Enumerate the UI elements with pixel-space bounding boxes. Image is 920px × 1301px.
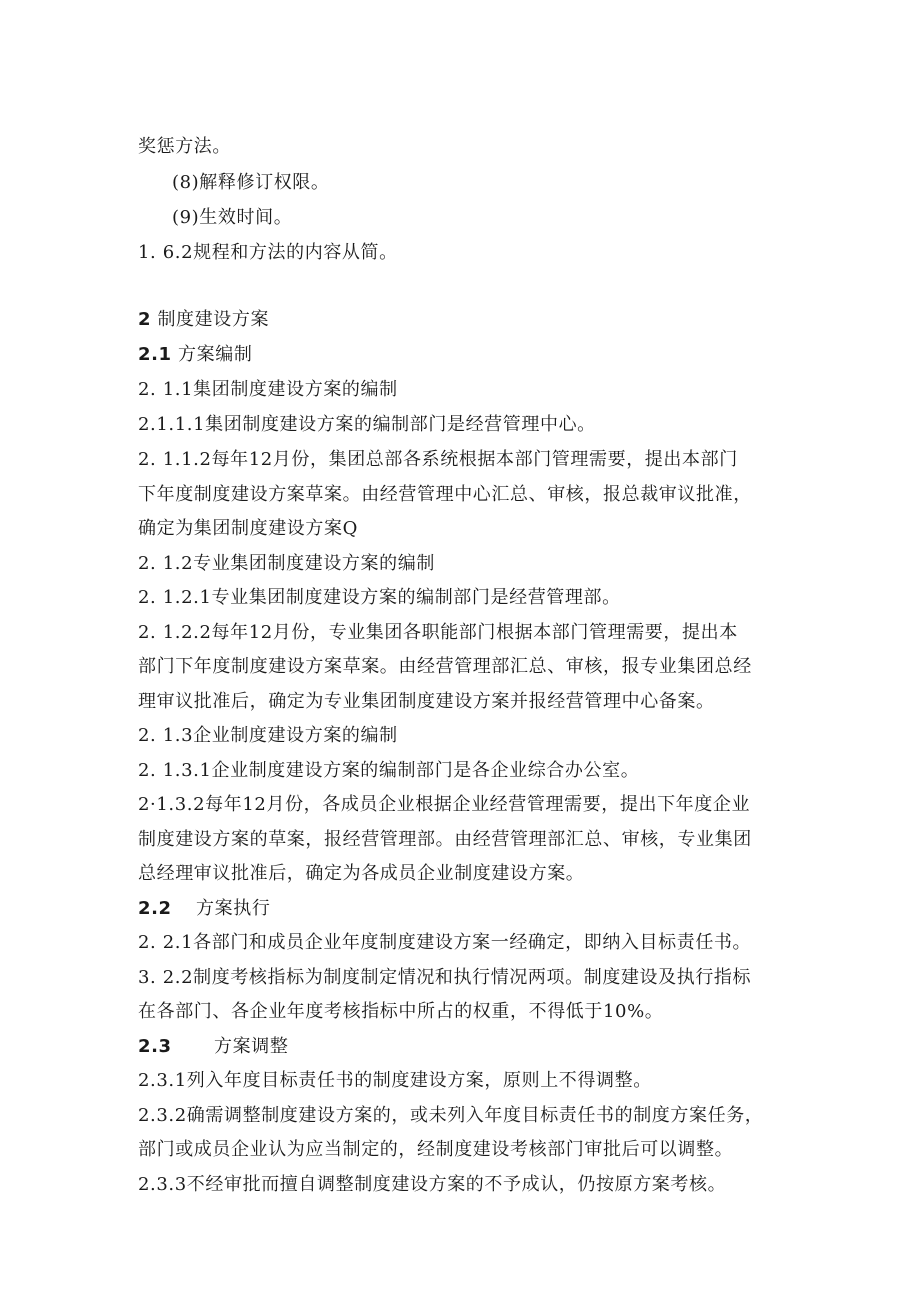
section-heading-2-1	[138, 343, 252, 367]
section-heading-2-2	[138, 897, 270, 921]
section-number: 2.1	[138, 344, 172, 365]
text-line: 总经理审议批准后，确定为各成员企业制度建设方案。	[138, 863, 585, 884]
section-title: 方案编制	[178, 344, 253, 365]
text-line: 制度建设方案的草案，报经营管理部。由经营管理部汇总、审核，专业集团	[138, 829, 752, 850]
text-line: (8)解释修订权限。	[172, 172, 330, 193]
section-title: 方案调整	[214, 1036, 289, 1057]
text-line: 2.3.1列入年度目标责任书的制度建设方案，原则上不得调整。	[138, 1070, 652, 1091]
section-heading-2	[138, 308, 269, 332]
text-line: 理审议批准后，确定为专业集团制度建设方案并报经营管理中心备案。	[138, 691, 715, 712]
section-number: 2.3	[138, 1036, 172, 1057]
text-line: 2. 1.2.2每年12月份，专业集团各职能部门根据本部门管理需要，提出本	[138, 622, 738, 643]
text-line: 2. 2.1各部门和成员企业年度制度建设方案一经确定，即纳入目标责任书。	[138, 932, 752, 953]
section-title: 方案执行	[196, 898, 271, 919]
text-line: 2.1.1.1集团制度建设方案的编制部门是经营管理中心。	[138, 414, 596, 435]
section-heading-2-3	[138, 1035, 288, 1059]
text-line: 部门下年度制度建设方案草案。由经营管理部汇总、审核，报专业集团总经	[138, 656, 752, 677]
text-line: 2. 1.3企业制度建设方案的编制	[138, 725, 398, 746]
text-line: 在各部门、各企业年度考核指标中所占的权重，不得低于10%。	[138, 1001, 664, 1022]
text-line: 2. 1.3.1企业制度建设方案的编制部门是各企业综合办公室。	[138, 760, 640, 781]
text-line: 1. 6.2规程和方法的内容从简。	[138, 242, 398, 263]
text-line: 奖惩方法。	[138, 136, 231, 157]
text-line: 2·1.3.2每年12月份，各成员企业根据企业经营管理需要，提出下年度企业	[138, 794, 751, 815]
text-line: 下年度制度建设方案草案。由经营管理中心汇总、审核，报总裁审议批准，	[138, 484, 752, 505]
section-title: 制度建设方案	[157, 309, 270, 330]
text-line: 部门或成员企业认为应当制定的，经制度建设考核部门审批后可以调整。	[138, 1139, 734, 1160]
subsection-heading-2-1-1: 2. 1.1集团制度建设方案的编制	[138, 379, 398, 400]
text-line: 2.3.2确需调整制度建设方案的，或未列入年度目标责任书的制度方案任务，	[138, 1105, 764, 1126]
text-line: (9)生效时间。	[172, 207, 293, 228]
text-line: 2. 1.1.2每年12月份，集团总部各系统根据本部门管理需要，提出本部门	[138, 449, 738, 470]
text-line: 2.3.3不经审批而擅自调整制度建设方案的不予成认，仍按原方案考核。	[138, 1174, 727, 1195]
section-number: 2	[138, 309, 152, 330]
section-number: 2.2	[138, 898, 172, 919]
text-line: 确定为集团制度建设方案Q	[138, 518, 358, 539]
text-line: 2. 1.2专业集团制度建设方案的编制	[138, 553, 435, 574]
text-line: 2. 1.2.1专业集团制度建设方案的编制部门是经营管理部。	[138, 587, 621, 608]
text-line: 3. 2.2制度考核指标为制度制定情况和执行情况两项。制度建设及执行指标	[138, 967, 752, 988]
